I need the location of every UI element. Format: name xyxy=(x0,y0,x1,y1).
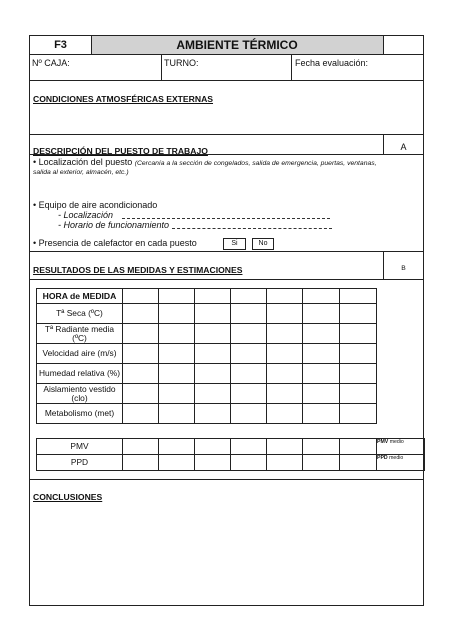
form-code: F3 xyxy=(54,39,67,51)
value-cell[interactable] xyxy=(231,439,267,455)
value-cell[interactable] xyxy=(267,304,303,324)
value-cell[interactable] xyxy=(303,384,340,404)
ac-schedule-label: - Horario de funcionamiento xyxy=(58,220,170,230)
value-cell[interactable] xyxy=(123,455,159,471)
value-cell[interactable] xyxy=(267,404,303,424)
hour-row xyxy=(37,289,377,304)
value-cell[interactable] xyxy=(195,455,231,471)
measurements-table xyxy=(36,288,377,424)
value-cell[interactable] xyxy=(195,344,231,364)
hour-cell[interactable] xyxy=(159,289,195,304)
hour-cell[interactable] xyxy=(267,289,303,304)
value-cell[interactable] xyxy=(231,404,267,424)
value-cell[interactable] xyxy=(231,384,267,404)
value-cell[interactable] xyxy=(340,344,377,364)
value-cell[interactable] xyxy=(340,404,377,424)
value-cell[interactable] xyxy=(159,455,195,471)
hour-cell[interactable] xyxy=(195,289,231,304)
value-cell[interactable] xyxy=(231,364,267,384)
value-cell[interactable] xyxy=(231,324,267,344)
value-cell[interactable] xyxy=(159,439,195,455)
value-cell[interactable] xyxy=(303,455,340,471)
value-cell[interactable] xyxy=(195,304,231,324)
hour-cell[interactable] xyxy=(123,289,159,304)
conclusions-field[interactable] xyxy=(31,506,422,604)
heater-yes-option[interactable]: Si xyxy=(223,238,246,250)
row-label-air-speed: Velocidad aire (m/s) xyxy=(37,344,123,364)
value-cell[interactable] xyxy=(123,324,159,344)
pmv-row xyxy=(37,439,425,455)
table-row xyxy=(37,384,377,404)
value-cell[interactable] xyxy=(159,344,195,364)
evaluation-date-label: Fecha evaluación: xyxy=(295,58,369,68)
value-cell[interactable] xyxy=(195,324,231,344)
value-cell[interactable] xyxy=(303,439,340,455)
table-row xyxy=(37,404,377,424)
box-number-label: Nº CAJA: xyxy=(32,58,70,68)
value-cell[interactable] xyxy=(267,344,303,364)
value-cell[interactable] xyxy=(159,384,195,404)
row-label-metabolism: Metabolismo (met) xyxy=(37,404,123,424)
location-hint-line1: (Cercanía a la sección de congelados, salida de emergencia, puertas, ventanas, xyxy=(134,160,377,167)
value-cell[interactable] xyxy=(303,364,340,384)
value-cell[interactable] xyxy=(231,344,267,364)
ac-location-label: - Localización xyxy=(58,210,114,220)
row-label-clothing: Aislamiento vestido (clo) xyxy=(37,384,123,404)
external-conditions-field[interactable] xyxy=(31,106,422,133)
ppd-label: PPD xyxy=(37,455,123,471)
value-cell[interactable] xyxy=(340,324,377,344)
value-cell[interactable] xyxy=(303,324,340,344)
evaluation-date-field[interactable] xyxy=(292,55,423,79)
conclusions-title: CONCLUSIONES xyxy=(33,492,103,502)
value-cell[interactable] xyxy=(303,304,340,324)
value-cell[interactable] xyxy=(195,384,231,404)
value-cell[interactable] xyxy=(123,404,159,424)
pmv-ppd-table xyxy=(36,438,425,471)
table-row xyxy=(37,304,377,324)
hour-cell[interactable] xyxy=(340,289,377,304)
value-cell[interactable] xyxy=(123,344,159,364)
shift-label: TURNO: xyxy=(164,58,199,68)
hour-header: HORA de MEDIDA xyxy=(37,289,123,304)
external-conditions-title: CONDICIONES ATMOSFÉRICAS EXTERNAS xyxy=(33,94,214,104)
row-label-radiant-temp: Tª Radiante media (ºC) xyxy=(37,324,123,344)
section-letter-b: B xyxy=(401,265,406,272)
value-cell[interactable] xyxy=(267,455,303,471)
hour-cell[interactable] xyxy=(231,289,267,304)
value-cell[interactable] xyxy=(195,439,231,455)
value-cell[interactable] xyxy=(303,344,340,364)
value-cell[interactable] xyxy=(195,364,231,384)
value-cell[interactable] xyxy=(340,364,377,384)
row-label-humidity: Humedad relativa (%) xyxy=(37,364,123,384)
ppd-mean-cell[interactable]: PPD medio xyxy=(377,455,425,471)
hour-cell[interactable] xyxy=(303,289,340,304)
heater-no-option[interactable]: No xyxy=(252,238,274,250)
value-cell[interactable] xyxy=(340,304,377,324)
ppd-row xyxy=(37,455,425,471)
value-cell[interactable] xyxy=(231,455,267,471)
value-cell[interactable] xyxy=(123,364,159,384)
box-number-field[interactable] xyxy=(31,55,160,79)
value-cell[interactable] xyxy=(123,439,159,455)
location-hint-line2: salida al exterior, almacén, etc.) xyxy=(33,169,129,176)
heater-label: • Presencia de calefactor en cada puesto xyxy=(33,238,197,248)
section-letter-a: A xyxy=(400,142,407,152)
value-cell[interactable] xyxy=(267,324,303,344)
value-cell[interactable] xyxy=(267,364,303,384)
value-cell[interactable] xyxy=(123,384,159,404)
value-cell[interactable] xyxy=(159,324,195,344)
value-cell[interactable] xyxy=(267,439,303,455)
value-cell[interactable] xyxy=(303,404,340,424)
ac-schedule-line[interactable] xyxy=(172,228,332,229)
value-cell[interactable] xyxy=(267,384,303,404)
value-cell[interactable] xyxy=(159,304,195,324)
pmv-label: PMV xyxy=(37,439,123,455)
form-frame xyxy=(29,35,424,606)
value-cell[interactable] xyxy=(340,384,377,404)
row-label-dry-temp: Tª Seca (ºC) xyxy=(37,304,123,324)
pmv-mean-cell[interactable]: PMV medio xyxy=(377,439,425,455)
ac-location-line[interactable] xyxy=(122,218,330,219)
value-cell[interactable] xyxy=(159,404,195,424)
workstation-title: DESCRIPCIÓN DEL PUESTO DE TRABAJO xyxy=(33,146,208,156)
value-cell[interactable] xyxy=(195,404,231,424)
table-row xyxy=(37,324,377,344)
value-cell[interactable] xyxy=(340,455,377,471)
results-title: RESULTADOS DE LAS MEDIDAS Y ESTIMACIONES xyxy=(33,265,243,275)
value-cell[interactable] xyxy=(123,304,159,324)
value-cell[interactable] xyxy=(340,439,377,455)
table-row xyxy=(37,364,377,384)
form-title: AMBIENTE TÉRMICO xyxy=(176,38,298,52)
value-cell[interactable] xyxy=(231,304,267,324)
shift-field[interactable] xyxy=(162,55,290,79)
location-label: • Localización del puesto (Cercanía a la sección de congelados, salida de emergencia, puertas, ventanas, xyxy=(33,157,377,167)
ac-equipment-label: • Equipo de aire acondicionado xyxy=(33,200,158,210)
table-row xyxy=(37,344,377,364)
value-cell[interactable] xyxy=(159,364,195,384)
